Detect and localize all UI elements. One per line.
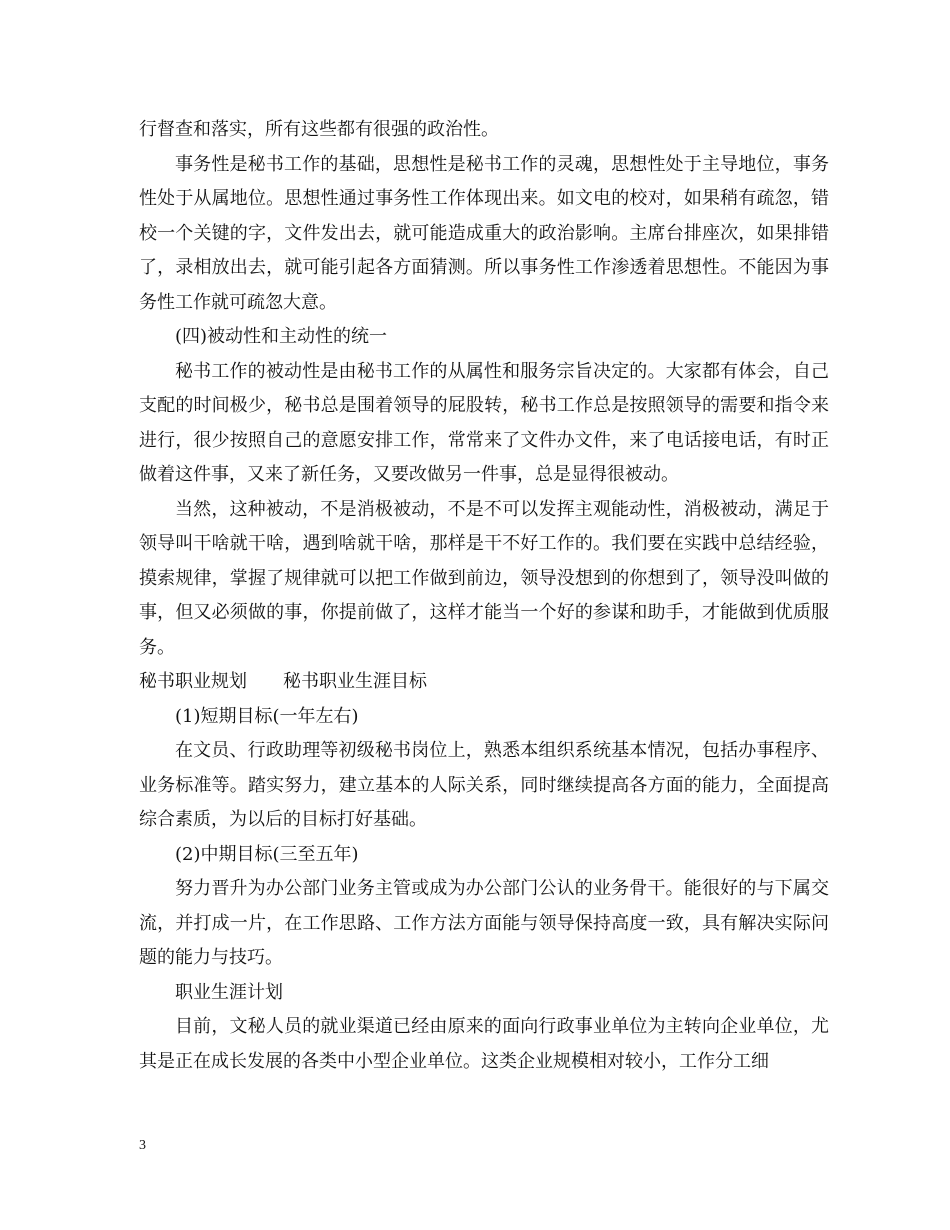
subsection-heading: (2)中期目标(三至五年) (175, 843, 359, 865)
paragraph: 当然，这种被动，不是消极被动，不是不可以发挥主观能动性，消极被动，满足于领导叫干啥就干啥，遇到啥就干啥，那样是干不好工作的。我们要在实践中总结经验，摸索规律，掌握了规律就可以把工作做到前边，领导没想到的你想到了，领导没叫做的事，但又必须做的事，你提前做了，这样才能当一个好的参谋和助手，才能做到优质服务。 (139, 498, 829, 658)
section-heading: 秘书职业规划 秘书职业生涯目标 (139, 671, 427, 692)
section-heading: (四)被动性和主动性的统一 (175, 326, 388, 347)
paragraph: 行督查和落实，所有这些都有很强的政治性。 (139, 119, 499, 140)
paragraph: 事务性是秘书工作的基础，思想性是秘书工作的灵魂，思想性处于主导地位，事务性处于从属地位。思想性通过事务性工作体现出来。如文电的校对，如果稍有疏忽，错校一个关键的字，文件发出去，就可能造成重大的政治影响。主席台排座次，如果排错了，录相放出去，就可能引起各方面猜测。所以事务性工作渗透着思想性。不能因为事务性工作就可疏忽大意。 (139, 153, 829, 313)
document-body (139, 113, 829, 1079)
paragraph: 目前，文秘人员的就业渠道已经由原来的面向行政事业单位为主转向企业单位，尤其是正在成长发展的各类中小型企业单位。这类企业规模相对较小，工作分工细 (139, 1016, 829, 1072)
paragraph: 在文员、行政助理等初级秘书岗位上，熟悉本组织系统基本情况，包括办事程序、业务标准等。踏实努力，建立基本的人际关系，同时继续提高各方面的能力，全面提高综合素质，为以后的目标打好基础。 (139, 740, 829, 830)
subsection-heading: 职业生涯计划 (175, 981, 283, 1003)
page-number: 3 (139, 1138, 146, 1153)
paragraph: 努力晋升为办公部门业务主管或成为办公部门公认的业务骨干。能很好的与下属交流，并打成一片，在工作思路、工作方法方面能与领导保持高度一致，具有解决实际问题的能力与技巧。 (139, 878, 829, 968)
subsection-heading: (1)短期目标(一年左右) (175, 705, 359, 727)
paragraph: 秘书工作的被动性是由秘书工作的从属性和服务宗旨决定的。大家都有体会，自己支配的时间极少，秘书总是围着领导的屁股转，秘书工作总是按照领导的需要和指令来进行，很少按照自己的意愿安排工作，常常来了文件办文件，来了电话接电话，有时正做着这件事，又来了新任务，又要改做另一件事，总是显得很被动。 (139, 360, 829, 485)
